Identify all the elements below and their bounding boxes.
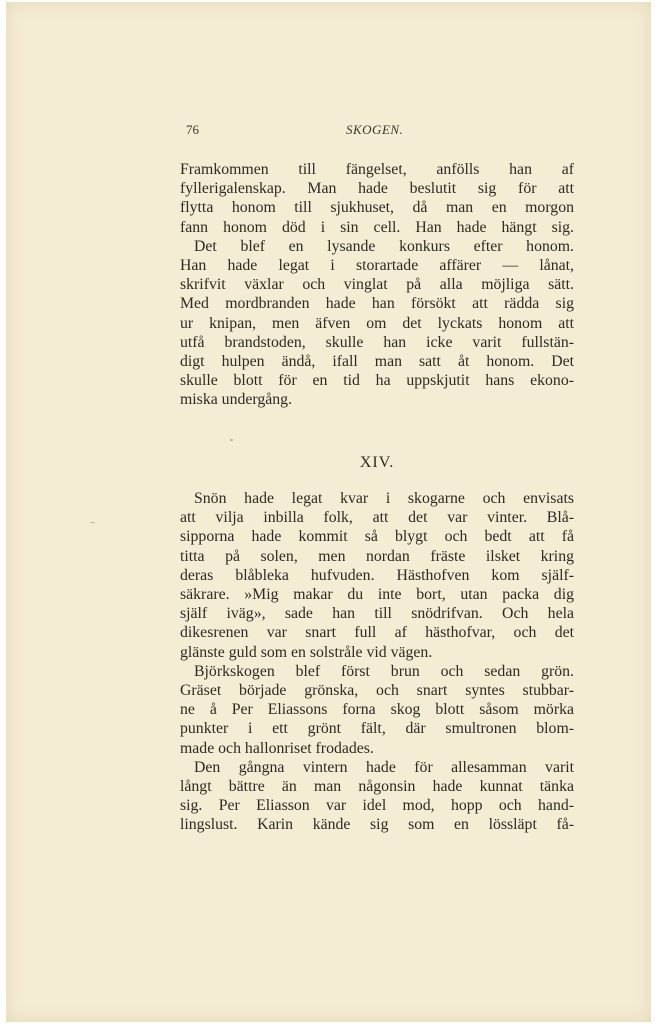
text-line: titta på solen, men nordan fräste ilsket kring	[180, 547, 574, 565]
text-line: digt hulpen ändå, ifall man satt åt honom. Det	[180, 353, 574, 371]
text-line: dikesrenen var snart full af hästhofvar, och det	[180, 624, 574, 642]
text-line: miska undergång.	[180, 391, 293, 409]
text-line: att vilja inbilla folk, att det var vinter. Blå-	[180, 509, 574, 527]
text-line: Det blef en lysande konkurs efter honom.	[194, 237, 574, 255]
text-line: säkrare. »Mig makar du inte bort, utan packa dig	[180, 586, 574, 604]
text-line: Gräset började grönska, och snart syntes stubbar-	[180, 682, 574, 700]
text-line: fyllerigalenskap. Man hade beslutit sig för att	[180, 180, 574, 198]
text-line: långt bättre än man någonsin hade kunnat tänka	[180, 778, 574, 796]
text-line: ur knipan, men äfven om det lyckats honom att	[180, 314, 574, 332]
book-page	[6, 2, 651, 1022]
text-line: deras blåbleka hufvuden. Hästhofven kom själf-	[180, 566, 574, 584]
paragraph-block-1	[180, 160, 574, 410]
text-line: Framkommen till fängelset, anfölls han af	[180, 161, 574, 178]
text-line: sipporna hade kommit så blygt och bedt att få	[180, 528, 574, 546]
text-line: Han hade legat i storartade affärer — lånat,	[180, 257, 574, 275]
page-number: 76	[186, 122, 199, 137]
text-line: flytta honom till sjukhuset, då man en morgon	[180, 199, 574, 217]
paragraph-block-2	[180, 489, 574, 835]
running-title: SKOGEN.	[346, 122, 404, 137]
text-line: made och hallonriset frodades.	[180, 739, 374, 757]
text-line: lingslust. Karin kände sig som en lössläpt få-	[180, 816, 574, 834]
text-line: Björkskogen blef först brun och sedan grön.	[194, 662, 574, 680]
text-line: glänste guld som en solstråle vid vägen.	[180, 643, 433, 661]
text-line: Snön hade legat kvar i skogarne och envisats	[194, 490, 574, 507]
text-line: Den gångna vintern hade för allesamman varit	[194, 758, 574, 776]
text-line: själf iväg», sade han till snödrifvan. Och hela	[180, 605, 574, 623]
text-line: Med mordbranden hade han försökt att rädda sig	[180, 295, 574, 313]
text-line: skrifvit växlar och vinglat på alla möjliga sätt.	[180, 276, 574, 294]
text-line: ne å Per Eliassons forna skog blott såsom mörka	[180, 701, 574, 719]
text-line: punkter i ett grönt fält, där smultronen blom-	[180, 720, 574, 738]
text-line: skulle blott för en tid ha uppskjutit hans ekono-	[180, 372, 574, 390]
paper-speck	[230, 439, 233, 441]
paper-speck	[90, 522, 95, 523]
chapter-heading: XIV.	[359, 454, 395, 471]
text-line: sig. Per Eliasson var idel mod, hopp och hand-	[180, 797, 574, 815]
text-line: fann honom död i sin cell. Han hade hängt sig.	[180, 218, 574, 236]
text-line: utfå brandstoden, skulle han icke varit fullstän-	[180, 333, 574, 351]
